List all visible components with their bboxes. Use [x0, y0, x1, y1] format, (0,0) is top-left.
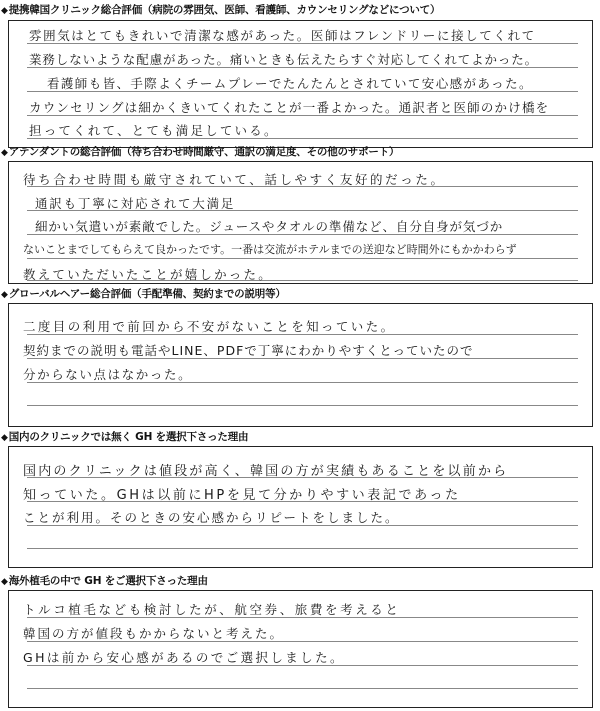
handwritten-line: 担ってくれて、とても満足している。 — [29, 123, 279, 138]
handwritten-line: 分からない点はなかった。 — [23, 367, 193, 382]
handwritten-line: 業務しないような配慮があった。痛いときも伝えたらすぐ対応してくれてよかった。 — [29, 52, 539, 67]
comment-box — [8, 446, 593, 568]
diamond-bullet-icon: ◆ — [1, 433, 8, 443]
comment-box — [8, 303, 593, 427]
handwritten-line: ないことまでしてもらえて良かったです。一番は交流がホテルまでの送迎など時間外にもかかわらず — [23, 243, 517, 256]
section-title-text: アテンダントの総合評価（待ち合わせ時間厳守、通訳の満足度、その他のサポート） — [8, 146, 400, 158]
handwritten-line: 国内のクリニックは値段が高く、韓国の方が実績もあることを以前から — [23, 464, 509, 479]
diamond-bullet-icon: ◆ — [1, 6, 8, 16]
comment-box — [8, 590, 593, 708]
handwritten-line: トルコ植毛なども検討したが、航空券、旅費を考えると — [23, 602, 401, 617]
section-title — [1, 3, 440, 18]
handwritten-line: 看護師も皆、手際よくチームプレーでたんたんとされていて安心感があった。 — [47, 76, 533, 91]
section-title — [1, 574, 208, 589]
handwritten-line: 二度目の利用で前回から不安がないことを知っていた。 — [23, 319, 396, 334]
diamond-bullet-icon: ◆ — [1, 290, 8, 300]
section-title-text: 国内のクリニックでは無く GH を選択下さった理由 — [8, 431, 249, 443]
handwritten-line: GHは前から安心感があるのでご選択しました。 — [23, 650, 345, 665]
handwritten-line: ことが利用。そのときの安心感からリピートをしました。 — [23, 510, 400, 525]
section-title — [1, 287, 286, 302]
section-title-text: 海外植毛の中で GH をご選択下さった理由 — [8, 575, 208, 587]
section-title-text: 提携韓国クリニック総合評価（病院の雰囲気、医師、看護師、カウンセリングなどについて） — [8, 4, 441, 16]
handwritten-line: 韓国の方が値段もかからないと考えた。 — [23, 626, 285, 641]
handwritten-line: 待ち合わせ時間も厳守されていて、話しやすく友好的だった。 — [23, 172, 446, 187]
handwritten-line: 細かい気遣いが素敵でした。ジュースやタオルの準備など、自分自身が気づか — [35, 219, 504, 234]
handwritten-line: 通訳も丁寧に対応されて大満足 — [35, 196, 236, 211]
comment-box — [8, 161, 593, 284]
section-title-text: グローバルヘアー総合評価（手配準備、契約までの説明等） — [8, 288, 286, 300]
diamond-bullet-icon: ◆ — [1, 577, 8, 587]
diamond-bullet-icon: ◆ — [1, 148, 8, 158]
handwritten-line: 契約までの説明も電話やLINE、PDFで丁寧にわかりやすくとっていたので — [23, 343, 474, 358]
section-title — [1, 145, 399, 160]
section-title — [1, 430, 248, 445]
handwritten-line: 教えていただいたことが嬉しかった。 — [23, 267, 273, 282]
handwritten-line: 雰囲気はとてもきれいで清潔な感があった。医師はフレンドリーに接してくれて — [29, 28, 536, 43]
handwritten-line: カウンセリングは細かくきいてくれたことが一番よかった。通訳者と医師のかけ橋を — [29, 100, 550, 115]
comment-box — [8, 20, 593, 148]
handwritten-line: 知っていた。GHは以前にHPを見て分かりやすい表記であった — [23, 488, 461, 503]
